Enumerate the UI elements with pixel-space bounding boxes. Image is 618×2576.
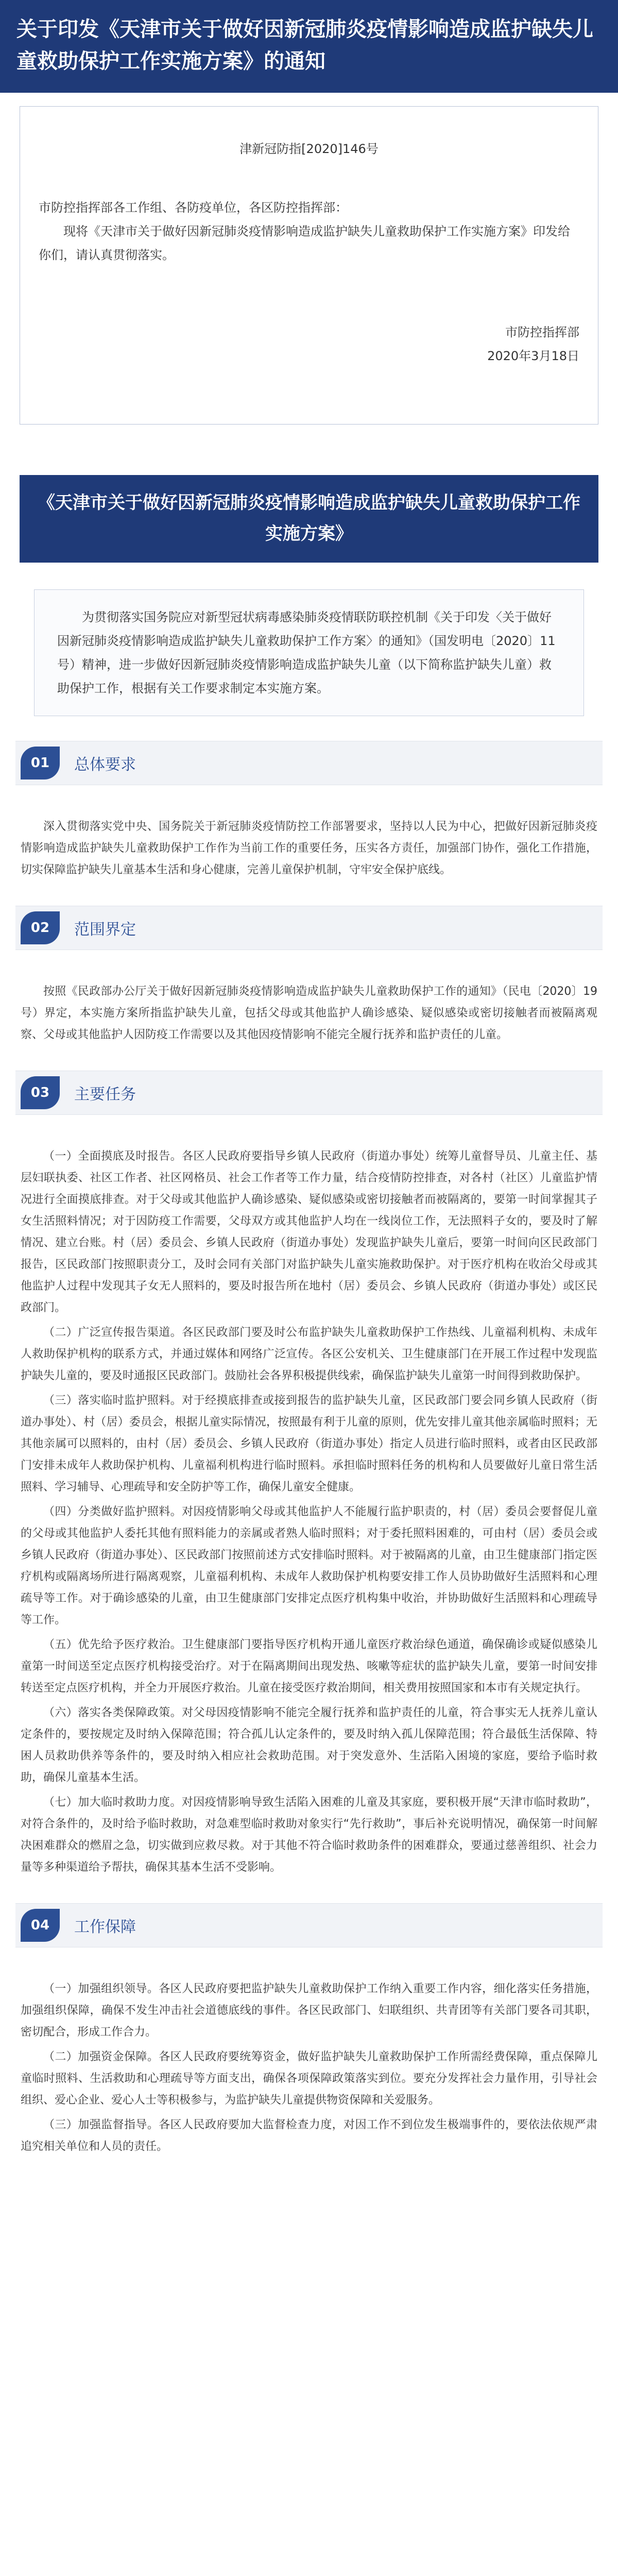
paragraph: 按照《民政部办公厅关于做好因新冠肺炎疫情影响造成监护缺失儿童救助保护工作的通知》（民电〔2020〕19号）界定，本实施方案所指监护缺失儿童，包括父母或其他监护人确诊感染、疑似感染或密切接触者而被隔离观察、父母或其他监护人因防疫工作需要以及其他因疫情影响不能完全履行抚养和监护责任的儿童。: [21, 985, 597, 1041]
section-header-01: [15, 741, 603, 785]
section-header-02: [15, 906, 603, 950]
intro-box: [34, 589, 584, 716]
notice-title-banner: [0, 0, 618, 93]
paragraph: （四）分类做好监护照料。对因疫情影响父母或其他监护人不能履行监护职责的，村（居）委员会要督促儿童的父母或其他监护人委托其他有照料能力的亲属或者熟人临时照料；对于委托照料困难的，可由村（居）委员会或乡镇人民政府（街道办事处）、区民政部门按照前述方式安排临时照料。对于被隔离的儿童，由卫生健康部门指定医疗机构或隔离场所进行隔离观察，儿童福利机构、未成年人救助保护机构要安排工作人员协助做好生活照料和心理疏导等工作。对于确诊感染的儿童，由卫生健康部门安排定点医疗机构集中收治，并协助做好生活照料和心理疏导等工作。: [21, 1505, 597, 1626]
section-content-01: [21, 816, 597, 881]
section-header-03: [15, 1071, 603, 1115]
document-number: 津新冠防指[2020]146号: [239, 142, 379, 156]
paragraph: （六）落实各类保障政策。对父母因疫情影响不能完全履行抚养和监护责任的儿童，符合事实无人抚养儿童认定条件的，要按规定及时纳入保障范围；符合孤儿认定条件的，要及时纳入孤儿保障范围；符合最低生活保障、特困人员救助供养等条件的，要及时纳入相应社会救助范围。对于突发意外、生活陷入困境的家庭，要给予临时救助，确保儿童基本生活。: [21, 1706, 597, 1784]
notice-box: [20, 106, 598, 425]
intro-text: 为贯彻落实国务院应对新型冠状病毒感染肺炎疫情联防联控机制《关于印发〈关于做好因新冠肺炎疫情影响造成监护缺失儿童救助保护工作方案〉的通知》（国发明电〔2020〕11号）精神，进一步做好因新冠肺炎疫情影响造成监护缺失儿童（以下简称监护缺失儿童）救助保护工作，根据有关工作要求制定本实施方案。: [57, 610, 556, 696]
section-title: 范围界定: [74, 921, 136, 939]
notice-body: 现将《天津市关于做好因新冠肺炎疫情影响造成监护缺失儿童救助保护工作实施方案》印发给你们，请认真贯彻落实。: [39, 224, 570, 262]
section-content-02: [21, 981, 597, 1046]
signer: 市防控指挥部: [505, 325, 579, 340]
paragraph: （五）优先给予医疗救治。卫生健康部门要指导医疗机构开通儿童医疗救治绿色通道，确保确诊或疑似感染儿童第一时间送至定点医疗机构接受治疗。对于在隔离期间出现发热、咳嗽等症状的监护缺失儿童，要第一时间安排转送至定点医疗机构，并全力开展医疗救治。儿童在接受医疗救治期间，相关费用按照国家和本市有关规定执行。: [21, 1638, 597, 1694]
section-title: 总体要求: [74, 756, 136, 774]
section-content-04: [21, 1978, 597, 2158]
signature-block: [39, 320, 579, 368]
section-number-badge: 01: [21, 747, 60, 779]
plan-title: 《天津市关于做好因新冠肺炎疫情影响造成监护缺失儿童救助保护工作实施方案》: [20, 475, 598, 563]
paragraph: （二）广泛宣传报告渠道。各区民政部门要及时公布监护缺失儿童救助保护工作热线、儿童福利机构、未成年人救助保护机构的联系方式，并通过媒体和网络广泛宣传。各区公安机关、卫生健康部门在开展工作过程中发现监护缺失儿童的，要及时通报区民政部门。鼓励社会各界积极提供线索，确保监护缺失儿童第一时间得到救助保护。: [21, 1326, 597, 1382]
section-number-badge: 03: [21, 1076, 60, 1109]
section-header-04: [15, 1903, 603, 1947]
section-number-badge: 02: [21, 911, 60, 944]
paragraph: （一）加强组织领导。各区人民政府要把监护缺失儿童救助保护工作纳入重要工作内容，细化落实任务措施，加强组织保障，确保不发生冲击社会道德底线的事件。各区民政部门、妇联组织、共青团等有关部门要各司其职，密切配合，形成工作合力。: [21, 1982, 597, 2039]
paragraph: 深入贯彻落实党中央、国务院关于新冠肺炎疫情防控工作部署要求，坚持以人民为中心，把做好因新冠肺炎疫情影响造成监护缺失儿童救助保护工作作为当前工作的重要任务，压实各方责任，加强部门协作，强化工作措施，切实保障监护缺失儿童基本生活和身心健康，完善儿童保护机制，守牢安全保护底线。: [21, 820, 597, 876]
section-number-badge: 04: [21, 1909, 60, 1942]
addressee: 市防控指挥部各工作组、各防疫单位，各区防控指挥部：: [39, 200, 348, 215]
issue-date: 2020年3月18日: [487, 349, 579, 363]
paragraph: （三）加强监督指导。各区人民政府要加大监督检查力度，对因工作不到位发生极端事件的，要依法依规严肃追究相关单位和人员的责任。: [21, 2119, 597, 2153]
paragraph: （二）加强资金保障。各区人民政府要统筹资金，做好监护缺失儿童救助保护工作所需经费保障，重点保障儿童临时照料、生活救助和心理疏导等方面支出，确保各项保障政策落实到位。要充分发挥社会力量作用，引导社会组织、爱心企业、爱心人士等积极参与，为监护缺失儿童提供物资保障和关爱服务。: [21, 2050, 597, 2107]
notice-title: 关于印发《天津市关于做好因新冠肺炎疫情影响造成监护缺失儿童救助保护工作实施方案》的通知: [16, 18, 593, 73]
paragraph: （一）全面摸底及时报告。各区人民政府要指导乡镇人民政府（街道办事处）统筹儿童督导员、儿童主任、基层妇联执委、社区工作者、社区网格员、社会工作者等工作力量，结合疫情防控排查，对各村（社区）儿童监护情况进行全面摸底排查。对于父母或其他监护人确诊感染、疑似感染或密切接触者而被隔离的，要第一时间掌握其子女生活照料情况；对于因防疫工作需要，父母双方或其他监护人均在一线岗位工作，无法照料子女的，要及时了解情况、建立台账。村（居）委员会、乡镇人民政府（街道办事处）发现监护缺失儿童后，要第一时间向区民政部门报告，区民政部门按照职责分工，及时会同有关部门对监护缺失儿童实施救助保护。对于医疗机构在收治父母或其他监护人过程中发现其子女无人照料的，要及时报告所在地村（居）委员会、乡镇人民政府（街道办事处）或区民政部门。: [21, 1150, 597, 1314]
section-title: 主要任务: [74, 1086, 136, 1104]
section-content-03: [21, 1146, 597, 1878]
paragraph: （七）加大临时救助力度。对因疫情影响导致生活陷入困难的儿童及其家庭，要积极开展“天津市临时救助”，对符合条件的，及时给予临时救助，对急难型临时救助对象实行“先行救助”，事后补充说明情况，确保第一时间解决困难群众的燃眉之急，切实做到应救尽救。对于其他不符合临时救助条件的困难群众，要通过慈善组织、社会力量等多种渠道给予帮扶，确保其基本生活不受影响。: [21, 1796, 597, 1874]
paragraph: （三）落实临时监护照料。对于经摸底排查或接到报告的监护缺失儿童，区民政部门要会同乡镇人民政府（街道办事处）、村（居）委员会，根据儿童实际情况，按照最有利于儿童的原则，优先安排儿童其他亲属临时照料；无其他亲属可以照料的，由村（居）委员会、乡镇人民政府（街道办事处）指定人员进行临时照料，或者由区民政部门安排未成年人救助保护机构、儿童福利机构进行临时照料。承担临时照料任务的机构和人员要做好儿童日常生活照料、学习辅导、心理疏导和安全防护等工作，确保儿童安全健康。: [21, 1394, 597, 1494]
section-title: 工作保障: [74, 1918, 136, 1936]
